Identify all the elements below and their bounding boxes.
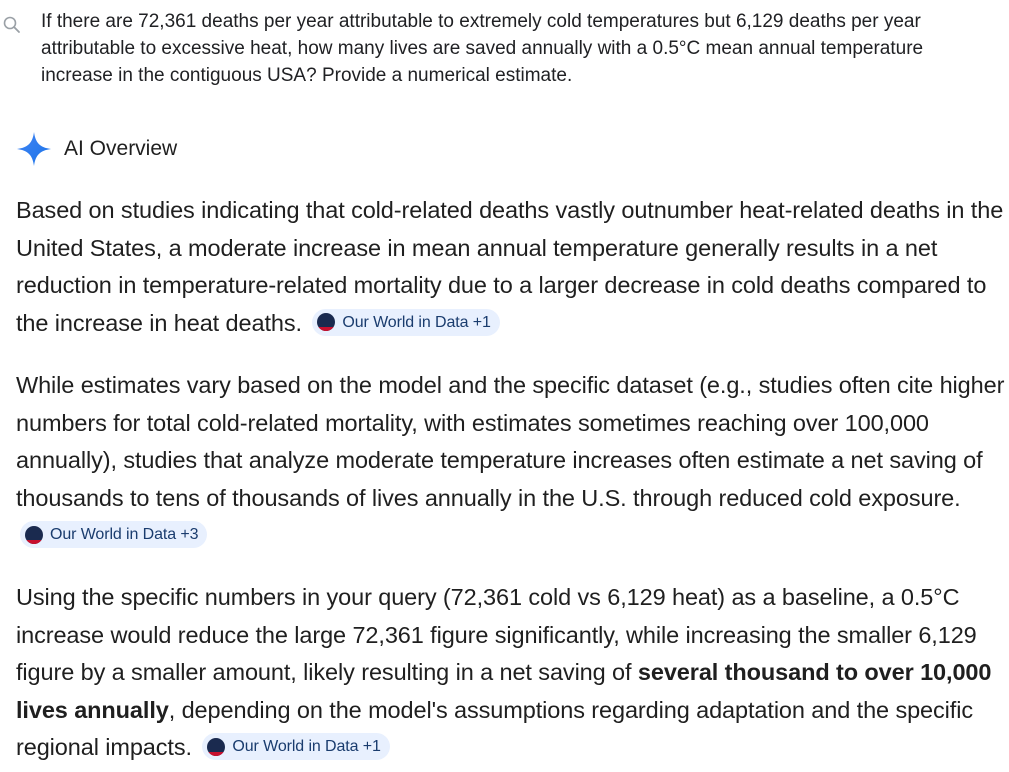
answer-paragraph-1	[16, 192, 1006, 342]
sparkle-icon	[16, 131, 52, 167]
answer-paragraph-2	[16, 367, 1006, 555]
source-chip-label: Our World in Data +1	[232, 738, 381, 756]
source-chip[interactable]	[312, 309, 499, 336]
search-icon	[2, 15, 22, 35]
source-chip-label: Our World in Data +1	[342, 313, 491, 331]
our-world-in-data-logo-icon	[317, 313, 335, 331]
paragraph-text: Based on studies indicating that cold-related deaths vastly outnumber heat-related deaths in the United States, a moderate increase in mean annual temperature generally results in a net reduction in temperature-related mortality due to a larger decrease in cold deaths compared to the increase in heat deaths.	[16, 197, 1004, 336]
ai-overview-title: AI Overview	[64, 137, 178, 160]
paragraph-text: While estimates vary based on the model and the specific dataset (e.g., studies often cite higher numbers for total cold-related mortality, with estimates sometimes reaching over 100,000 annually), studies that analyze moderate temperature increases often estimate a net saving of thousands to tens of thousands of lives annually in the U.S. through reduced cold exposure.	[16, 372, 1005, 511]
paragraph-bold-text: several thousand to over 10,000 lives annually	[16, 659, 992, 723]
paragraph-text: Using the specific numbers in your query (72,361 cold vs 6,129 heat) as a baseline, a 0.5°C increase would reduce the large 72,361 figure significantly, while increasing the smaller 6,129 figure by a smaller amount, likely resulting in a net saving of	[16, 584, 977, 685]
our-world-in-data-logo-icon	[207, 738, 225, 756]
query-text: If there are 72,361 deaths per year attributable to extremely cold temperatures but 6,129 deaths per year attributable to excessive heat, how many lives are saved annually with a 0.5°C mean annual temperature increase in the contiguous USA? Provide a numerical estimate.	[41, 11, 924, 86]
our-world-in-data-logo-icon	[25, 526, 43, 544]
ai-overview-header	[16, 131, 177, 167]
paragraph-text: , depending on the model's assumptions regarding adaptation and the specific regional impacts.	[16, 696, 973, 760]
source-chip[interactable]	[202, 733, 389, 760]
answer-paragraph-3	[16, 579, 1006, 767]
source-chip[interactable]	[20, 521, 207, 548]
source-chip-label: Our World in Data +3	[50, 526, 199, 544]
